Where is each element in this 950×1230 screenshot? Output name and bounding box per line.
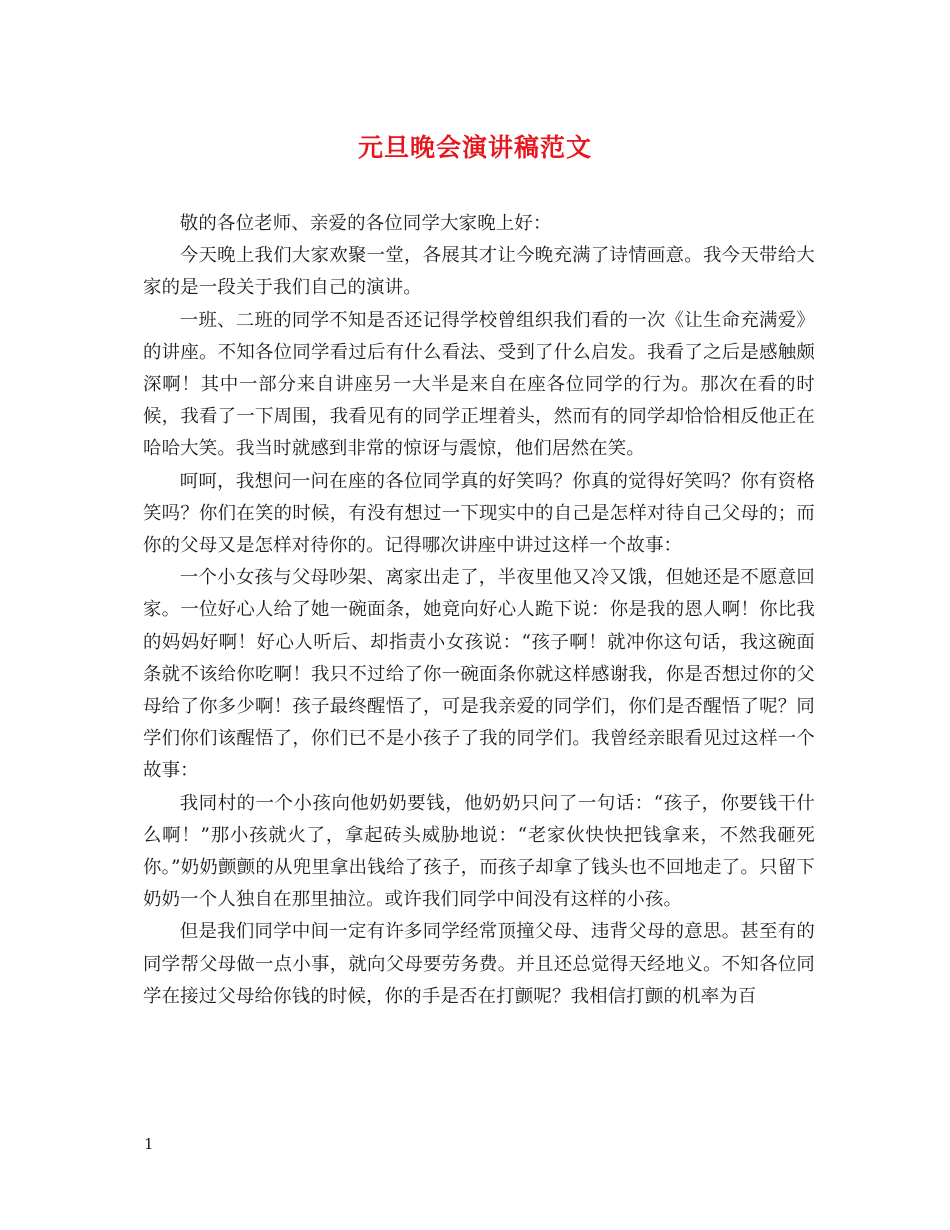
paragraph-greeting: 敬的各位老师、亲爱的各位同学大家晚上好： bbox=[179, 213, 552, 234]
document-title: 元旦晚会演讲稿范文 bbox=[357, 133, 592, 162]
page-number: 1 bbox=[144, 1135, 154, 1153]
paragraph-question: 呵呵，我想问一问在座的各位同学真的好笑吗？你真的觉得好笑吗？你有资格笑吗？你们在笑的时候，有没有想过一下现实中的自己是怎样对待自己父母的；而你的父母又是怎样对待你的。记得哪次讲座中讲过这样一个故事： bbox=[143, 470, 815, 557]
paragraph-intro: 今天晚上我们大家欢聚一堂，各展其才让今晚充满了诗情画意。我今天带给大家的是一段关于我们自己的演讲。 bbox=[143, 245, 815, 299]
paragraph-village-story: 我同村的一个小孩向他奶奶要钱，他奶奶只问了一句话：“孩子，你要钱干什么啊！”那小孩就火了，拿起砖头威胁地说：“老家伙快快把钱拿来，不然我砸死你。”奶奶颤颤的从兜里拿出钱给了孩子，而孩子却拿了钱头也不回地走了。只留下奶奶一个人独自在那里抽泣。或许我们同学中间没有这样的小孩。 bbox=[143, 792, 815, 911]
document-body bbox=[143, 208, 815, 1013]
paragraph-conclusion: 但是我们同学中间一定有许多同学经常顶撞父母、违背父母的意思。甚至有的同学帮父母做一点小事，就向父母要劳务费。并且还总觉得天经地义。不知各位同学在接过父母给你钱的时候，你的手是否在打颤呢？我相信打颤的机率为百 bbox=[143, 921, 815, 1007]
paragraph-girl-story: 一个小女孩与父母吵架、离家出走了，半夜里他又冷又饿，但她还是不愿意回家。一位好心人给了她一碗面条，她竟向好心人跪下说：你是我的恩人啊！你比我的妈妈好啊！好心人听后、却指责小女孩说：“孩子啊！就冲你这句话，我这碗面条就不该给你吃啊！我只不过给了你一碗面条你就这样感谢我，你是否想过你的父母给了你多少啊！孩子最终醒悟了，可是我亲爱的同学们，你们是否醒悟了呢？同学们你们该醒悟了，你们已不是小孩子了我的同学们。我曾经亲眼看见过这样一个 故事： bbox=[143, 567, 815, 782]
paragraph-lecture: 一班、二班的同学不知是否还记得学校曾组织我们看的一次《让生命充满爱》的讲座。不知各位同学看过后有什么看法、受到了什么启发。我看了之后是感触颇深啊！其中一部分来自讲座另一大半是来自在座各位同学的行为。那次在看的时候，我看了一下周围，我看见有的同学正埋着头，然而有的同学却恰恰相反他正在哈哈大笑。我当时就感到非常的惊讶与震惊，他们居然在笑。 bbox=[143, 309, 815, 460]
